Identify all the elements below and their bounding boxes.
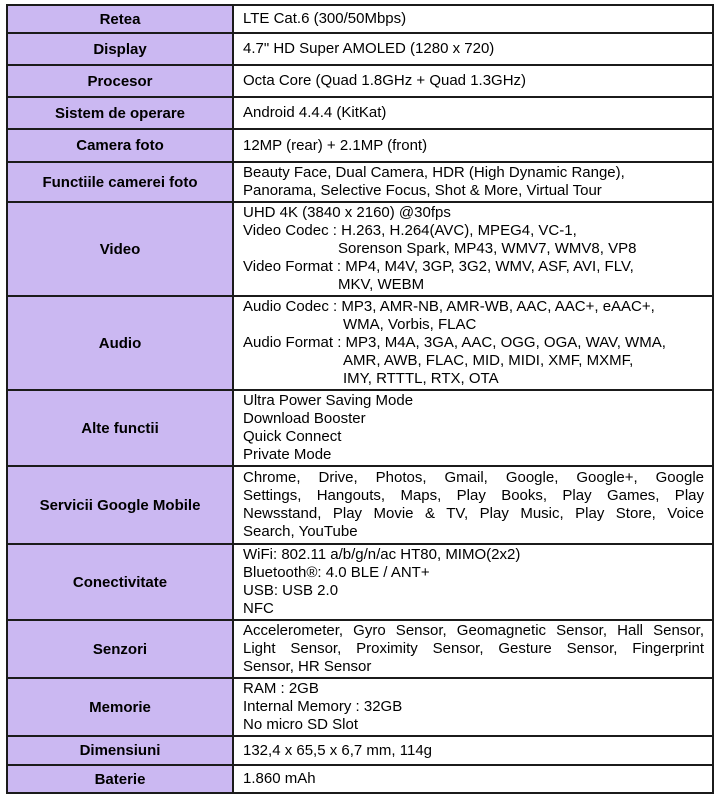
spec-value-line: Newsstand, Play Movie & TV, Play Music, Play Store, Voice	[243, 505, 704, 522]
spec-value-line: Octa Core (Quad 1.8GHz + Quad 1.3GHz)	[243, 72, 527, 89]
spec-value-line: Audio Format : MP3, M4A, 3GA, AAC, OGG, OGA, WAV, WMA,	[243, 334, 666, 351]
spec-value	[233, 162, 713, 202]
spec-label: Retea	[7, 5, 233, 33]
spec-value-line: WMA, Vorbis, FLAC	[343, 316, 477, 333]
spec-value-line: Bluetooth®: 4.0 BLE / ANT+	[243, 564, 430, 581]
spec-value-line: Settings, Hangouts, Maps, Play Books, Play Games, Play	[243, 487, 704, 504]
spec-value-line: Video Codec : H.263, H.264(AVC), MPEG4, VC-1,	[243, 222, 577, 239]
spec-value-line: Internal Memory : 32GB	[243, 698, 403, 715]
spec-label: Audio	[7, 296, 233, 390]
table-row	[7, 129, 713, 162]
spec-value-line: IMY, RTTTL, RTX, OTA	[343, 370, 499, 387]
spec-value-line: 4.7" HD Super AMOLED (1280 x 720)	[243, 40, 495, 57]
table-row	[7, 678, 713, 736]
spec-value	[233, 5, 713, 33]
table-row	[7, 736, 713, 765]
spec-value	[233, 296, 713, 390]
spec-value-line: Ultra Power Saving Mode	[243, 392, 414, 409]
spec-value	[233, 620, 713, 678]
table-row	[7, 5, 713, 33]
table-row	[7, 296, 713, 390]
spec-table	[6, 4, 714, 794]
spec-value-line: Quick Connect	[243, 428, 342, 445]
table-row	[7, 65, 713, 97]
spec-value-line: RAM : 2GB	[243, 680, 319, 697]
table-row	[7, 390, 713, 466]
spec-label: Baterie	[7, 765, 233, 793]
spec-label: Sistem de operare	[7, 97, 233, 129]
spec-label: Memorie	[7, 678, 233, 736]
spec-value	[233, 765, 713, 793]
table-row	[7, 620, 713, 678]
spec-label: Camera foto	[7, 129, 233, 162]
spec-value-line: Sensor, HR Sensor	[243, 658, 372, 675]
table-row	[7, 544, 713, 620]
spec-value-line: No micro SD Slot	[243, 716, 359, 733]
spec-value-line: WiFi: 802.11 a/b/g/n/ac HT80, MIMO(2x2)	[243, 546, 521, 563]
spec-label: Servicii Google Mobile	[7, 466, 233, 544]
table-row	[7, 202, 713, 296]
spec-value-line: Chrome, Drive, Photos, Gmail, Google, Google+, Google	[243, 469, 704, 486]
spec-value	[233, 202, 713, 296]
spec-value-line: Video Format : MP4, M4V, 3GP, 3G2, WMV, ASF, AVI, FLV,	[243, 258, 634, 275]
spec-label: Display	[7, 33, 233, 65]
table-row	[7, 97, 713, 129]
spec-value	[233, 97, 713, 129]
spec-value-line: Search, YouTube	[243, 523, 358, 540]
spec-value-line: Accelerometer, Gyro Sensor, Geomagnetic Sensor, Hall Sensor,	[243, 622, 704, 639]
spec-value	[233, 65, 713, 97]
spec-value-line: Sorenson Spark, MP43, WMV7, WMV8, VP8	[338, 240, 637, 257]
spec-value-line: NFC	[243, 600, 274, 617]
spec-value-line: Beauty Face, Dual Camera, HDR (High Dynamic Range),	[243, 164, 625, 181]
table-row	[7, 162, 713, 202]
spec-value	[233, 390, 713, 466]
spec-value-line: Audio Codec : MP3, AMR-NB, AMR-WB, AAC, AAC+, eAAC+,	[243, 298, 655, 315]
spec-label: Senzori	[7, 620, 233, 678]
spec-value-line: Private Mode	[243, 446, 332, 463]
spec-value-line: 12MP (rear) + 2.1MP (front)	[243, 136, 428, 154]
spec-value-line: LTE Cat.6 (300/50Mbps)	[243, 10, 407, 27]
spec-value-line: Download Booster	[243, 410, 366, 427]
spec-value-line: USB: USB 2.0	[243, 582, 339, 599]
spec-value	[233, 33, 713, 65]
spec-value-line: AMR, AWB, FLAC, MID, MIDI, XMF, MXMF,	[343, 352, 634, 369]
table-row	[7, 33, 713, 65]
spec-label: Conectivitate	[7, 544, 233, 620]
table-row	[7, 765, 713, 793]
spec-value-line: Light Sensor, Proximity Sensor, Gesture Sensor, Fingerprint	[243, 640, 704, 657]
table-row	[7, 466, 713, 544]
spec-value	[233, 678, 713, 736]
spec-value-line: 132,4 x 65,5 x 6,7 mm, 114g	[243, 741, 433, 759]
spec-label: Procesor	[7, 65, 233, 97]
spec-label: Functiile camerei foto	[7, 162, 233, 202]
spec-value	[233, 466, 713, 544]
spec-value	[233, 129, 713, 162]
spec-value	[233, 544, 713, 620]
spec-value-line: UHD 4K (3840 x 2160) @30fps	[243, 204, 451, 221]
spec-value-line: MKV, WEBM	[338, 276, 425, 293]
spec-label: Dimensiuni	[7, 736, 233, 765]
spec-value-line: Panorama, Selective Focus, Shot & More, Virtual Tour	[243, 182, 602, 199]
spec-value-line: 1.860 mAh	[243, 770, 316, 787]
spec-value-line: Android 4.4.4 (KitKat)	[243, 104, 387, 121]
spec-label: Alte functii	[7, 390, 233, 466]
spec-table-body	[7, 5, 713, 793]
spec-label: Video	[7, 202, 233, 296]
spec-value	[233, 736, 713, 765]
